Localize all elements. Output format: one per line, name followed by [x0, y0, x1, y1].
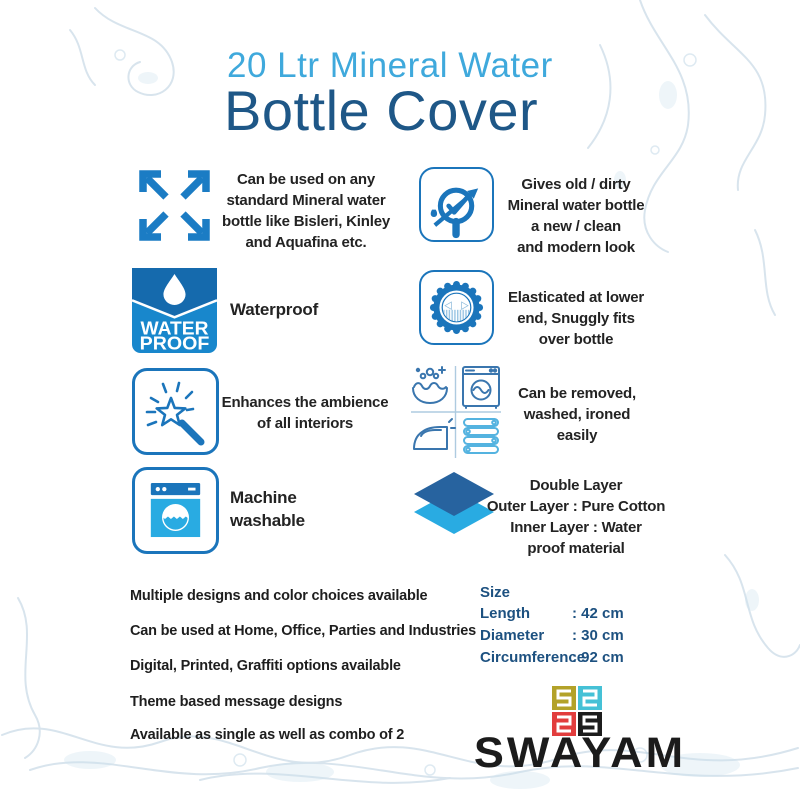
feature-text-new-look [488, 174, 664, 258]
text-line: and Aquafina etc. [245, 234, 367, 251]
text-line: Double Layer [529, 477, 623, 494]
feature-text-machine-washable [230, 486, 305, 532]
claim-item: Multiple designs and color choices available [130, 588, 428, 604]
feature-text-double-layer [478, 475, 674, 559]
care-icons-grid [407, 362, 505, 462]
magnifier-check-icon [419, 167, 494, 242]
folded-towels-icon [464, 419, 498, 453]
text-line: Can be used on any [236, 171, 376, 188]
text-line: over bottle [538, 331, 614, 348]
text-line: Mineral water bottle [507, 197, 645, 214]
washing-machine-icon [132, 467, 219, 554]
size-value: : 42 cm [572, 605, 624, 622]
size-row [480, 649, 624, 666]
text-line: washed, ironed [523, 406, 631, 423]
text-line: Machine [230, 488, 297, 507]
text-line: Can be removed, [518, 385, 636, 402]
claim-item: Can be used at Home, Office, Parties and Industries [130, 623, 476, 639]
hand-wash-icon [413, 367, 447, 403]
claim-item: Theme based message designs [130, 694, 343, 710]
feature-text-ambience [203, 392, 407, 434]
claim-item: Available as single as well as combo of 2 [130, 727, 405, 743]
size-value: : 30 cm [572, 627, 624, 644]
text-line: Gives old / dirty [521, 176, 631, 193]
size-row [480, 605, 624, 622]
size-label: Diameter [480, 627, 545, 644]
page-title: Bottle Cover [224, 79, 539, 142]
iron-icon [414, 419, 455, 449]
size-label: Length [480, 605, 530, 622]
text-line: Elasticated at lower [507, 289, 645, 306]
text-line: Enhances the ambience [221, 394, 389, 411]
washing-machine-outline-icon [463, 367, 499, 408]
badge-text-proof: PROOF [139, 332, 210, 353]
brand-name: SWAYAM [473, 728, 687, 777]
text-line: bottle like Bisleri, Kinley [222, 213, 390, 230]
feature-text-elasticated [492, 287, 660, 350]
text-line: and modern look [517, 239, 635, 256]
size-label: Circumference [480, 649, 586, 666]
text-line: proof material [527, 540, 625, 557]
size-value: : 92 cm [572, 649, 624, 666]
expand-arrows-icon [132, 163, 217, 248]
waterproof-badge-icon [132, 268, 217, 353]
feature-text-universal-fit [210, 169, 402, 253]
text-line: a new / clean [531, 218, 621, 235]
feature-text-easy-care [502, 383, 652, 446]
size-row [480, 627, 624, 644]
text-line: Outer Layer : Pure Cotton [486, 498, 666, 515]
text-line: Inner Layer : Water [510, 519, 642, 536]
feature-text-waterproof: Waterproof [230, 300, 319, 319]
text-line: of all interiors [257, 415, 353, 432]
text-line: washable [230, 511, 305, 530]
text-line: easily [556, 427, 598, 444]
product-subtitle: 20 Ltr Mineral Water [227, 46, 553, 85]
text-line: end, Snuggly fits [517, 310, 635, 327]
text-line: standard Mineral water [226, 192, 386, 209]
elastic-band-icon [419, 270, 494, 345]
badge-text-water: WATER [140, 317, 210, 339]
size-heading: Size [480, 584, 511, 601]
claim-item: Digital, Printed, Graffiti options available [130, 658, 401, 674]
